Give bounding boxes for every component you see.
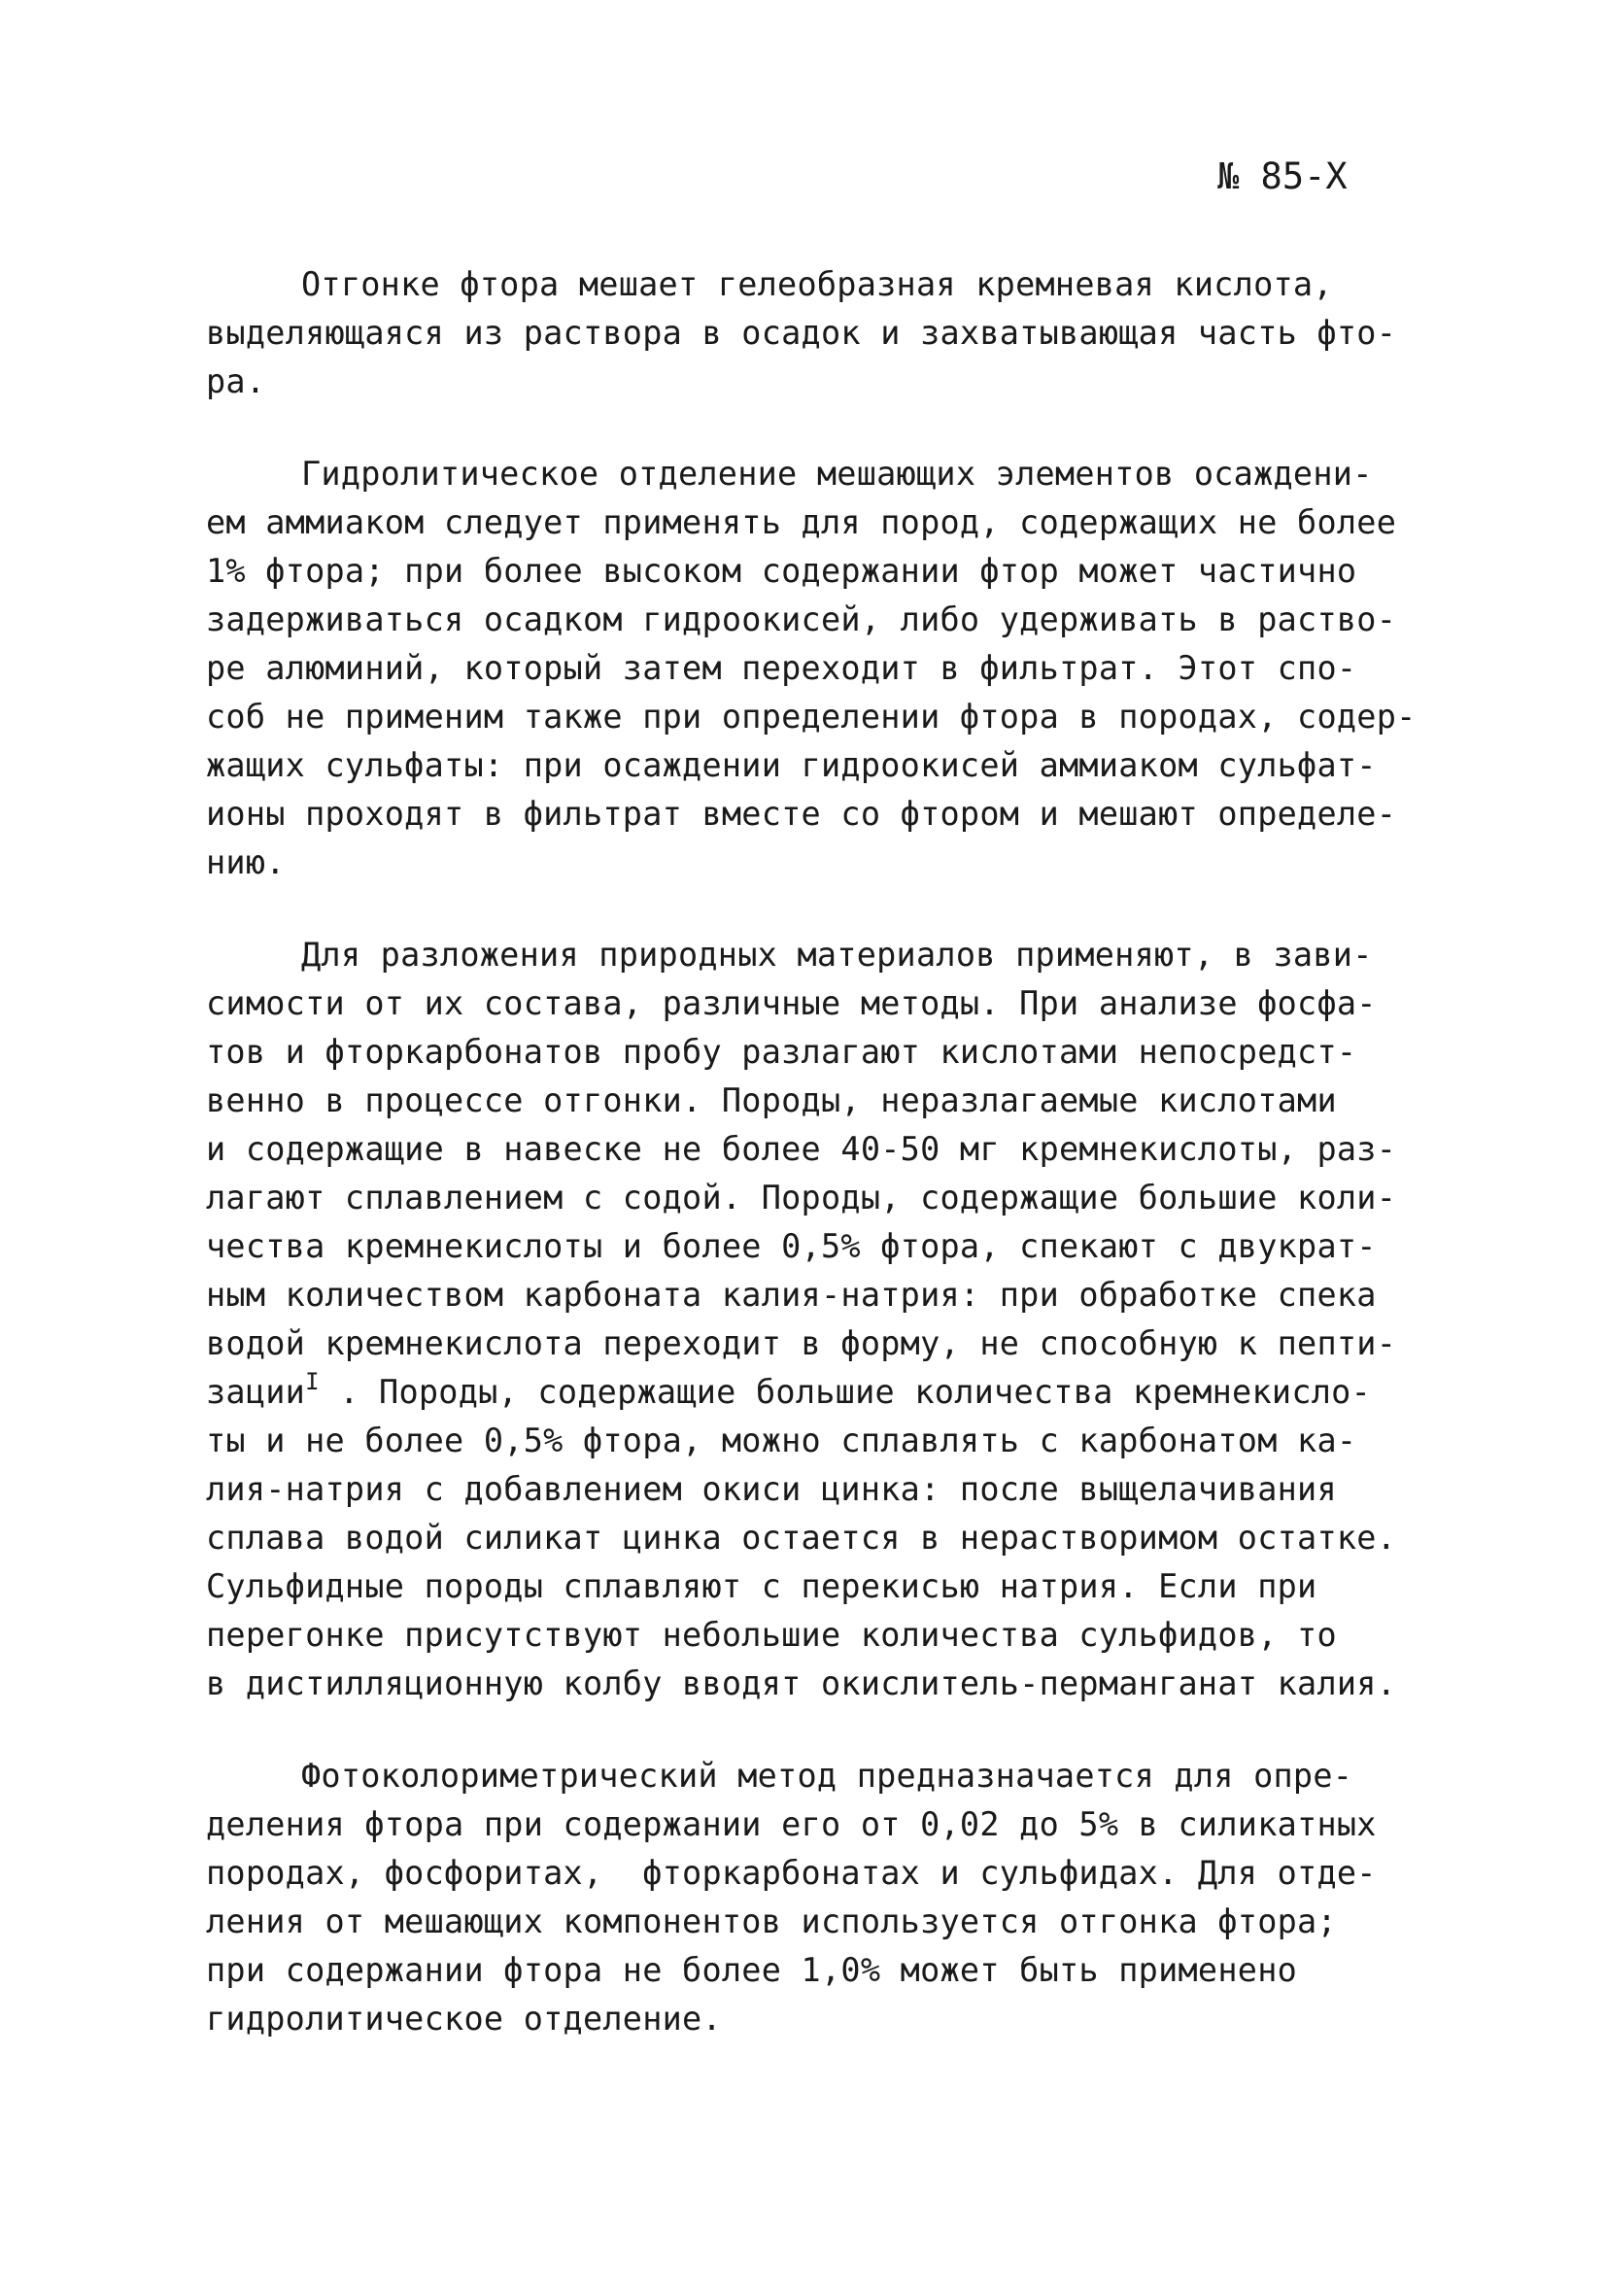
text-line: чества кремнекислоты и более 0,5% фтора, спекают с двукрат- <box>206 1227 1377 1265</box>
paragraph-1 <box>206 260 1469 406</box>
text-line: лия-натрия с добавлением окиси цинка: после выщелачивания <box>206 1470 1337 1508</box>
text-fragment: . Породы, содержащие большие количества кремнекисло- <box>319 1373 1371 1411</box>
text-line-with-footnote <box>206 1368 1469 1417</box>
text-line: деления фтора при содержании его от 0,02 до 5% в силикатных <box>206 1805 1377 1843</box>
text-line: водой кремнекислота переходит в форму, не способную к пепти- <box>206 1324 1397 1362</box>
document-body <box>206 260 1469 2087</box>
page-number: № 85-Х <box>1217 155 1348 197</box>
text-line: жащих сульфаты: при осаждении гидроокисей аммиаком сульфат- <box>206 746 1377 784</box>
text-line: ем аммиаком следует применять для пород, содержащих не более <box>206 503 1397 541</box>
paragraph-3 <box>206 931 1469 1708</box>
text-line: гидролитическое отделение. <box>206 2000 722 2038</box>
text-line: ления от мешающих компонентов используется отгонка фтора; <box>206 1902 1337 1940</box>
text-line: при содержании фтора не более 1,0% может быть применено <box>206 1951 1298 1989</box>
footnote-marker: I <box>305 1368 320 1395</box>
text-line: симости от их состава, различные методы. При анализе фосфа- <box>206 984 1377 1022</box>
text-line: Гидролитическое отделение мешающих элементов осаждени- <box>301 455 1373 493</box>
text-line: породах, фосфоритах, фторкарбонатах и сульфидах. Для отде- <box>206 1854 1377 1892</box>
text-line: ным количеством карбоната калия-натрия: при обработке спека <box>206 1276 1377 1314</box>
text-line: ра. <box>206 362 266 400</box>
text-line: тов и фторкарбонатов пробу разлагают кислотами непосредст- <box>206 1033 1357 1071</box>
text-line: соб не применим также при определении фтора в породах, содер- <box>206 698 1417 736</box>
text-line: ты и не более 0,5% фтора, можно сплавлять с карбонатом ка- <box>206 1422 1357 1459</box>
text-line: 1% фтора; при более высоком содержании фтор может частично <box>206 552 1357 590</box>
text-line: Фотоколориметрический метод предназначается для опре- <box>301 1757 1353 1795</box>
text-line: задерживаться осадком гидроокисей, либо удерживать в раство- <box>206 600 1397 638</box>
text-line: нию. <box>206 843 286 881</box>
text-line: венно в процессе отгонки. Породы, неразлагаемые кислотами <box>206 1081 1337 1119</box>
text-line: ре алюминий, который затем переходит в фильтрат. Этот спо- <box>206 649 1357 687</box>
text-line: сплава водой силикат цинка остается в нерастворимом остатке. <box>206 1519 1397 1557</box>
text-line: Отгонке фтора мешает гелеобразная кремневая кислота, <box>301 265 1333 303</box>
text-line: выделяющаяся из раствора в осадок и захватывающая часть фто- <box>206 314 1397 352</box>
text-fragment: зации <box>206 1373 306 1411</box>
paragraph-4 <box>206 1752 1469 2043</box>
paragraph-2 <box>206 450 1469 887</box>
text-line: Сульфидные породы сплавляют с перекисью натрия. Если при <box>206 1567 1317 1605</box>
text-line: Для разложения природных материалов применяют, в зави- <box>301 936 1373 974</box>
text-line: в дистилляционную колбу вводят окислитель-перманганат калия. <box>206 1664 1397 1702</box>
text-line: ионы проходят в фильтрат вместе со фтором и мешают определе- <box>206 795 1397 833</box>
text-line: перегонке присутствуют небольшие количества сульфидов, то <box>206 1616 1337 1654</box>
text-line: и содержащие в навеске не более 40-50 мг кремнекислоты, раз- <box>206 1130 1397 1168</box>
text-line: лагают сплавлением с содой. Породы, содержащие большие коли- <box>206 1179 1397 1217</box>
